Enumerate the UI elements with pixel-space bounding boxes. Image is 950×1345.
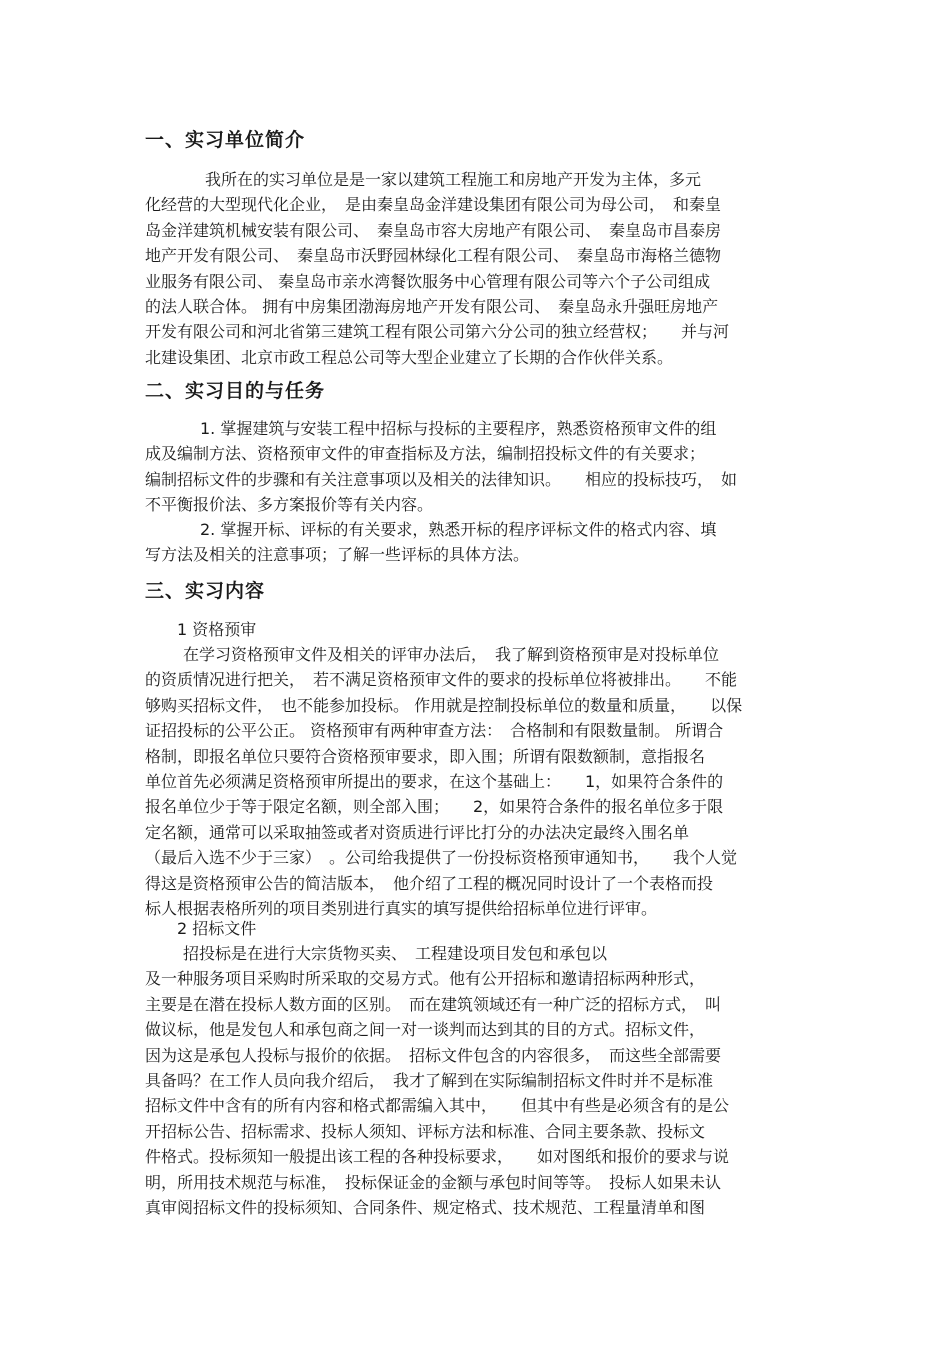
section-company-intro: [145, 127, 810, 153]
paragraph-line: 定名额，通常可以采取抽签或者对资质进行评比打分的办法决定最终入围名单: [145, 822, 690, 842]
paragraph-line: 地产开发有限公司、 秦皇岛市沃野园林绿化工程有限公司、 秦皇岛市海格兰德物: [145, 246, 722, 266]
section-heading: 二、实习目的与任务: [145, 380, 326, 402]
company-intro-paragraph: [145, 167, 810, 370]
paragraph-line: 成及编制方法、资格预审文件的审查指标及方法，编制招投标文件的有关要求；: [145, 444, 706, 464]
section-content: [145, 578, 810, 604]
paragraph-line: （最后入选不少于三家） 。公司给我提供了一份投标资格预审通知书， 我个人觉: [145, 848, 738, 868]
paragraph-line: 件格式。投标须知一般提出该工程的各种投标要求， 如对图纸和报价的要求与说: [145, 1147, 730, 1167]
paragraph-line: 及一种服务项目采购时所采取的交易方式。他有公开招标和邀请招标两种形式，: [145, 969, 706, 989]
section-heading: 三、实习内容: [145, 580, 266, 602]
paragraph-line: 北建设集团、北京市政工程总公司等大型企业建立了长期的合作伙伴关系。: [145, 347, 674, 367]
paragraph-line: 的法人联合体。 拥有中房集团渤海房地产开发有限公司、 秦皇岛永升强旺房地产: [145, 296, 719, 316]
subsection-prequalification: [145, 618, 810, 921]
paragraph-line: 具备吗？在工作人员向我介绍后， 我才了解到在实际编制招标文件时并不是标准: [145, 1070, 714, 1090]
paragraph-line: 单位首先必须满足资格预审所提出的要求，在这个基础上： 1，如果符合条件的: [145, 771, 724, 791]
paragraph-line: 岛金洋建筑机械安装有限公司、 秦皇岛市容大房地产有限公司、 秦皇岛市昌泰房: [145, 220, 722, 240]
paragraph-line: 写方法及相关的注意事项；了解一些评标的具体方法。: [145, 545, 530, 565]
paragraph-line: 业服务有限公司、 秦皇岛市亲水湾餐饮服务中心管理有限公司等六个子公司组成: [145, 271, 711, 291]
paragraph-line: 招投标是在进行大宗货物买卖、 工程建设项目发包和承包以: [183, 944, 608, 963]
paragraph-line: 格制，即报名单位只要符合资格预审要求，即入围；所谓有限数额制，意指报名: [145, 746, 706, 766]
paragraph-line: 开招标公告、招标需求、投标人须知、评标方法和标准、合同主要条款、投标文: [145, 1121, 706, 1141]
paragraph-line: 得这是资格预审公告的简洁版本， 他介绍了工程的概况同时设计了一个表格而投: [145, 873, 714, 893]
paragraph-line: 1. 掌握建筑与安装工程中招标与投标的主要程序，熟悉资格预审文件的组: [200, 419, 717, 438]
subsection-tender-documents: [145, 917, 810, 1220]
paragraph-line: 报名单位少于等于限定名额，则全部入围； 2，如果符合条件的报名单位多于限: [145, 797, 724, 817]
purpose-item-2: [145, 517, 810, 568]
paragraph-line: 开发有限公司和河北省第三建筑工程有限公司第六分公司的独立经营权； 并与河: [145, 322, 730, 342]
paragraph-line: 不平衡报价法、多方案报价等有关内容。: [145, 495, 434, 515]
paragraph-line: 2. 掌握开标、评标的有关要求，熟悉开标的程序评标文件的格式内容、填: [200, 520, 717, 539]
paragraph-line: 招标文件中含有的所有内容和格式都需编入其中， 但其中有些是必须含有的是公: [145, 1096, 730, 1116]
section-heading: 一、实习单位简介: [145, 129, 306, 151]
paragraph-line: 做议标，他是发包人和承包商之间一对一谈判而达到其的目的方式。招标文件，: [145, 1020, 706, 1040]
paragraph-line: 的资质情况进行把关， 若不满足资格预审文件的要求的投标单位将被排出。 不能: [145, 670, 738, 690]
paragraph-line: 真审阅招标文件的投标须知、合同条件、规定格式、技术规范、工程量清单和图: [145, 1197, 706, 1217]
paragraph-line: 标人根据表格所列的项目类别进行真实的填写提供给招标单位进行评审。: [145, 898, 658, 918]
paragraph-line: 够购买招标文件， 也不能参加投标。 作用就是控制投标单位的数量和质量， 以保: [145, 695, 743, 715]
paragraph-line: 明，所用技术规范与标准， 投标保证金的金额与承包时间等等。 投标人如果未认: [145, 1172, 722, 1192]
paragraph-line: 主要是在潜在投标人数方面的区别。 而在建筑领域还有一种广泛的招标方式， 叫: [145, 994, 722, 1014]
purpose-item-1: [145, 416, 810, 518]
paragraph-line: 证招投标的公平公正。 资格预审有两种审查方法： 合格制和有限数量制。 所谓合: [145, 721, 724, 741]
paragraph-line: 在学习资格预审文件及相关的评审办法后， 我了解到资格预审是对投标单位: [183, 645, 720, 664]
section-purpose: [145, 378, 810, 404]
subsection-title: 1 资格预审: [177, 620, 257, 639]
subsection-title: 2 招标文件: [177, 919, 257, 938]
paragraph-line: 因为这是承包人投标与报价的依据。 招标文件包含的内容很多， 而这些全部需要: [145, 1045, 722, 1065]
paragraph-line: 化经营的大型现代化企业， 是由秦皇岛金洋建设集团有限公司为母公司， 和秦皇: [145, 195, 722, 215]
paragraph-line: 我所在的实习单位是是一家以建筑工程施工和房地产开发为主体，多元: [205, 170, 702, 189]
paragraph-line: 编制招标文件的步骤和有关注意事项以及相关的法律知识。 相应的投标技巧， 如: [145, 469, 738, 489]
